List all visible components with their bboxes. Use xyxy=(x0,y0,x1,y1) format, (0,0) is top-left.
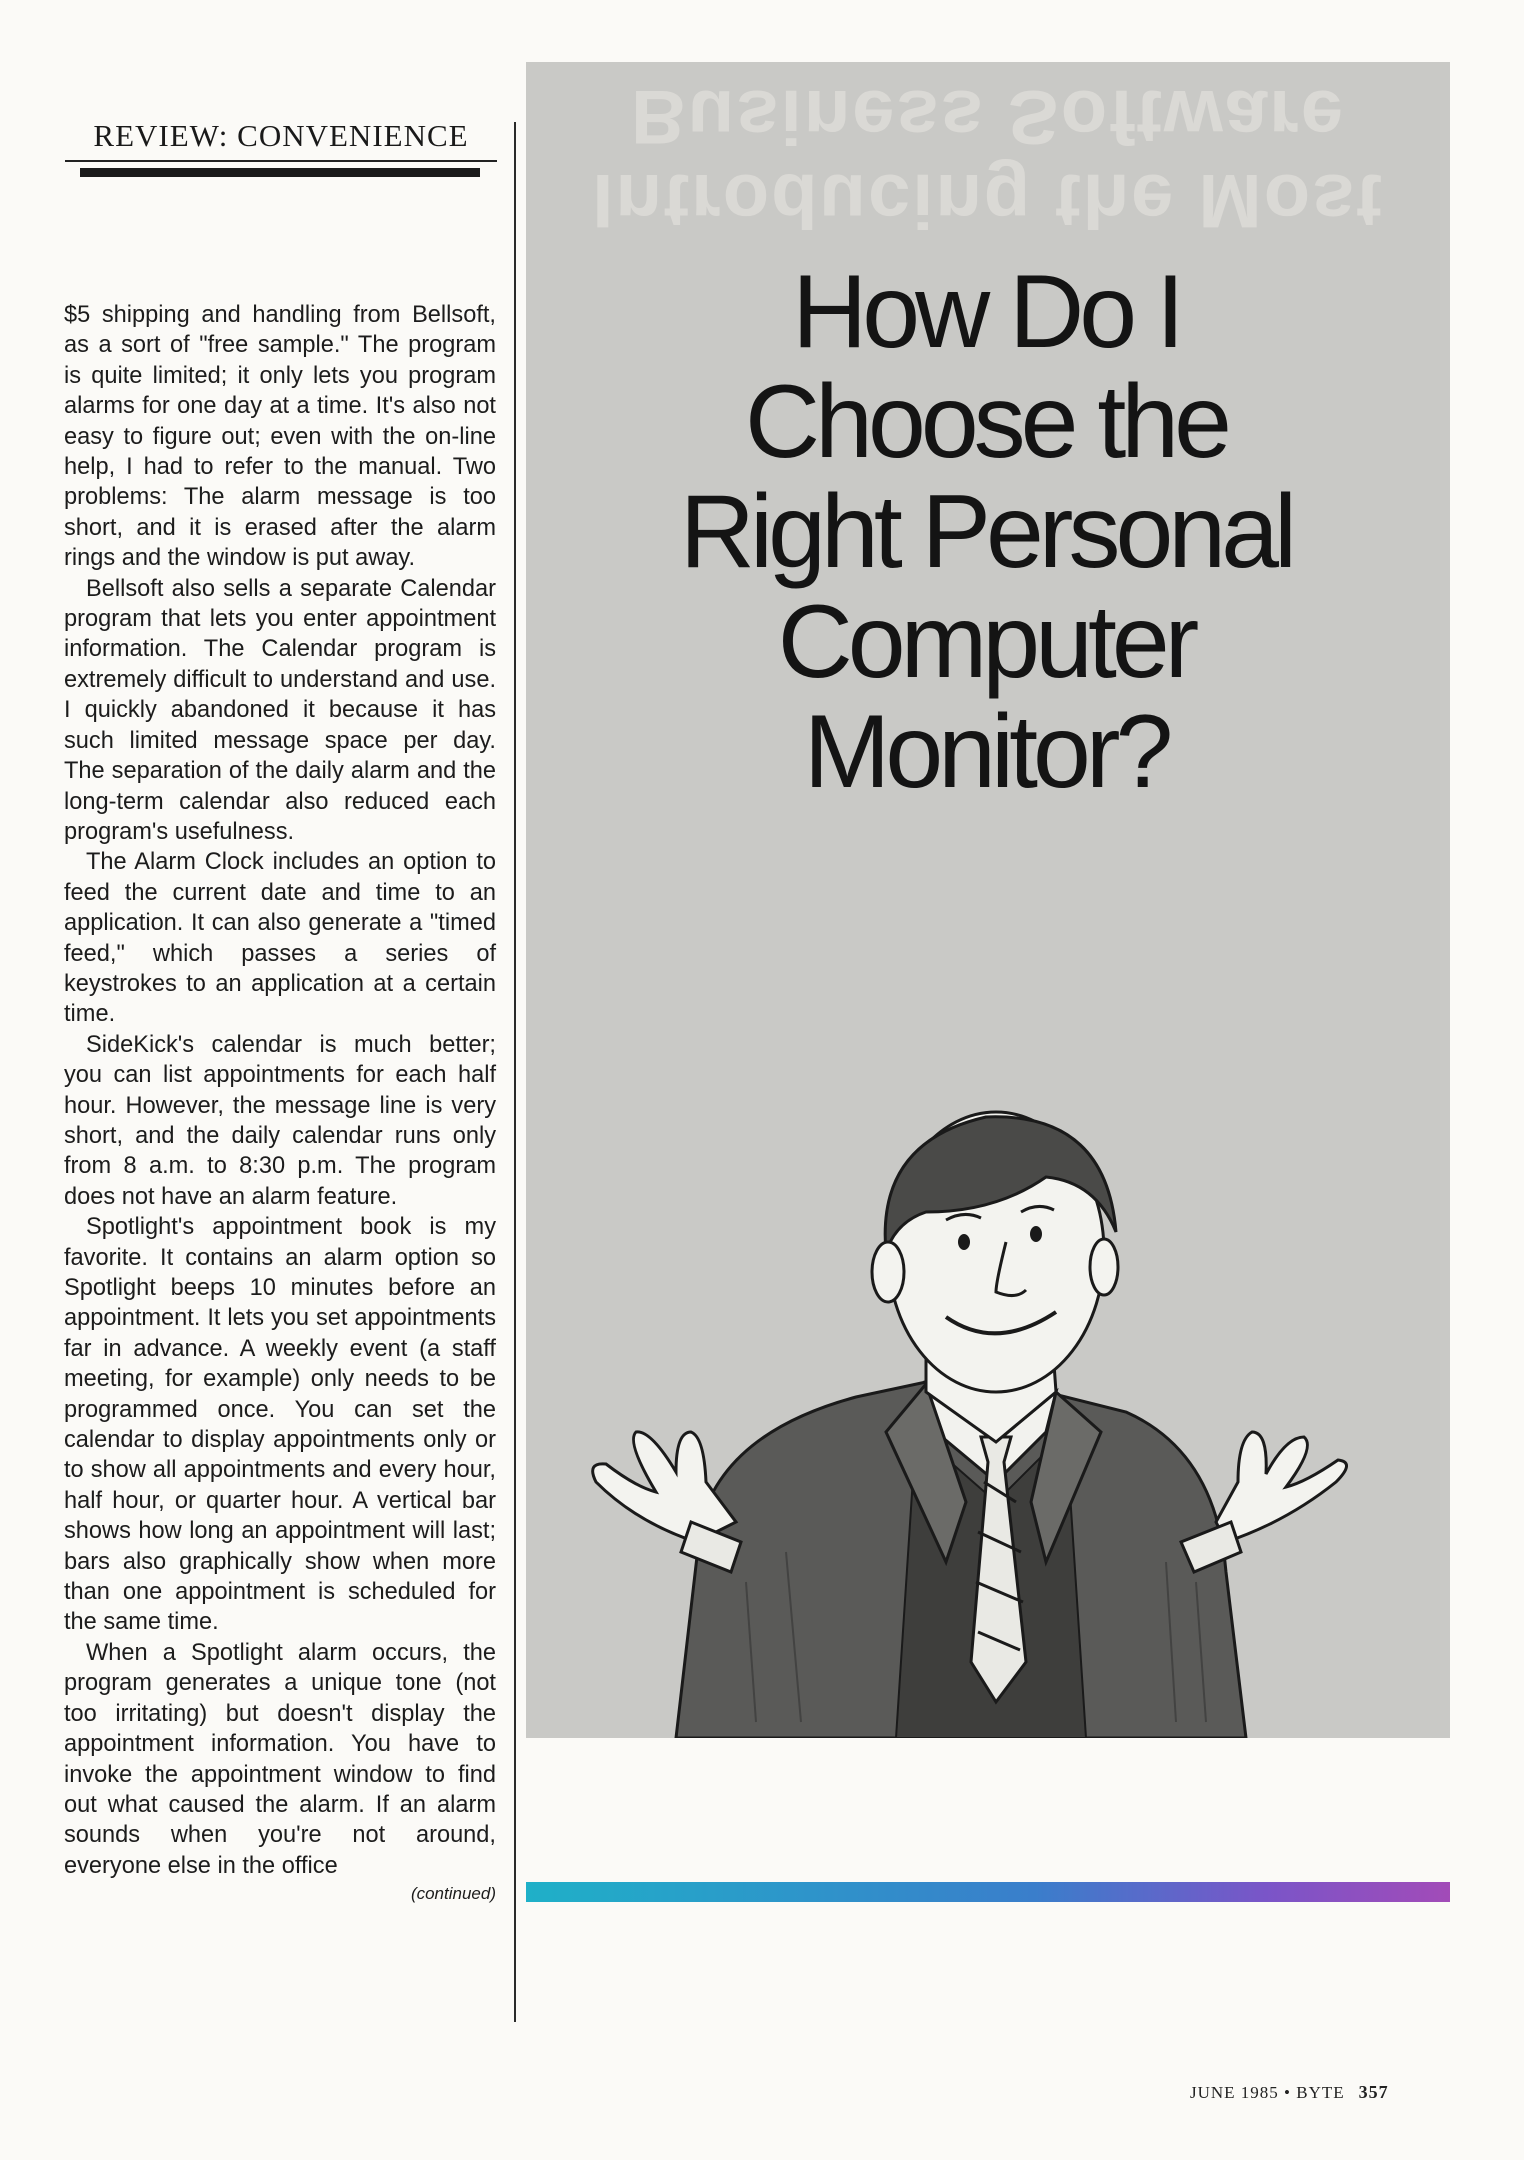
page-footer xyxy=(1190,2082,1389,2103)
ad-headline xyxy=(556,254,1416,810)
color-gradient-bar xyxy=(526,1882,1450,1902)
paragraph-1: $5 shipping and handling from Bellsoft, as a sort of "free sample." The program is quite limited; it only lets you program alarms for one day at a time. It's also not easy to figure out; even with the on-line help, I had to refer to the manual. Two problems: The alarm message is too short, and it is erased after the alarm rings and the window is put away. xyxy=(64,302,496,572)
column-divider xyxy=(514,122,516,2022)
paragraph-2: Bellsoft also sells a separate Calendar program that lets you enter appointment information. The Calendar program is extremely difficult to understand and use. I quickly abandoned it because it has such limited message space per day. The separation of the daily alarm and the long-term calendar also reduced each program's usefulness. xyxy=(64,575,496,845)
ad-ghost-text: Introducing the Most Business Software xyxy=(592,74,1384,243)
section-header: REVIEW: CONVENIENCE xyxy=(65,118,497,162)
paragraph-3: The Alarm Clock includes an option to feed the current date and time to an application. It can also generate a "timed feed," which passes a series of keystrokes to an application at a certain time. xyxy=(64,849,496,1028)
ad-headline-line-5: Monitor? xyxy=(803,694,1169,810)
ad-headline-line-1: How Do I xyxy=(792,254,1180,370)
article-column xyxy=(64,300,496,1907)
ad-headline-line-3: Right Personal xyxy=(679,474,1293,590)
page-number: 357 xyxy=(1358,2082,1389,2102)
section-rule xyxy=(80,168,480,177)
ad-headline-line-4: Computer xyxy=(777,584,1195,700)
ad-headline-line-2: Choose the xyxy=(745,364,1227,480)
advertisement xyxy=(526,62,1450,1738)
paragraph-6: When a Spotlight alarm occurs, the program generates a unique tone (not too irritating) but doesn't display the appointment information. You have to invoke the appointment window to find out what caused the alarm. If an alarm sounds when you're not around, everyone else in the office xyxy=(64,1639,496,1879)
paragraph-4: SideKick's calendar is much better; you can list appointments for each half hour. However, the message line is very short, and the daily calendar runs only from 8 a.m. to 8:30 p.m. The program does not have an alarm feature. xyxy=(64,1031,496,1210)
continued-note: (continued) xyxy=(410,1884,496,1904)
paragraph-5: Spotlight's appointment book is my favorite. It contains an alarm option so Spotlight beeps 10 minutes before an appointment. It lets you set appointments far in advance. A weekly event (a staff meeting, for example) only needs to be programmed once. You can set the calendar to display appointments only or to show all appointments and every hour, half hour, or quarter hour. A vertical bar shows how long an appointment will last; bars also graphically show when more than one appointment is scheduled for the same time. xyxy=(64,1214,496,1636)
businessman-illustration xyxy=(526,1102,1450,1738)
footer-issue: JUNE 1985 • BYTE xyxy=(1190,2083,1345,2102)
